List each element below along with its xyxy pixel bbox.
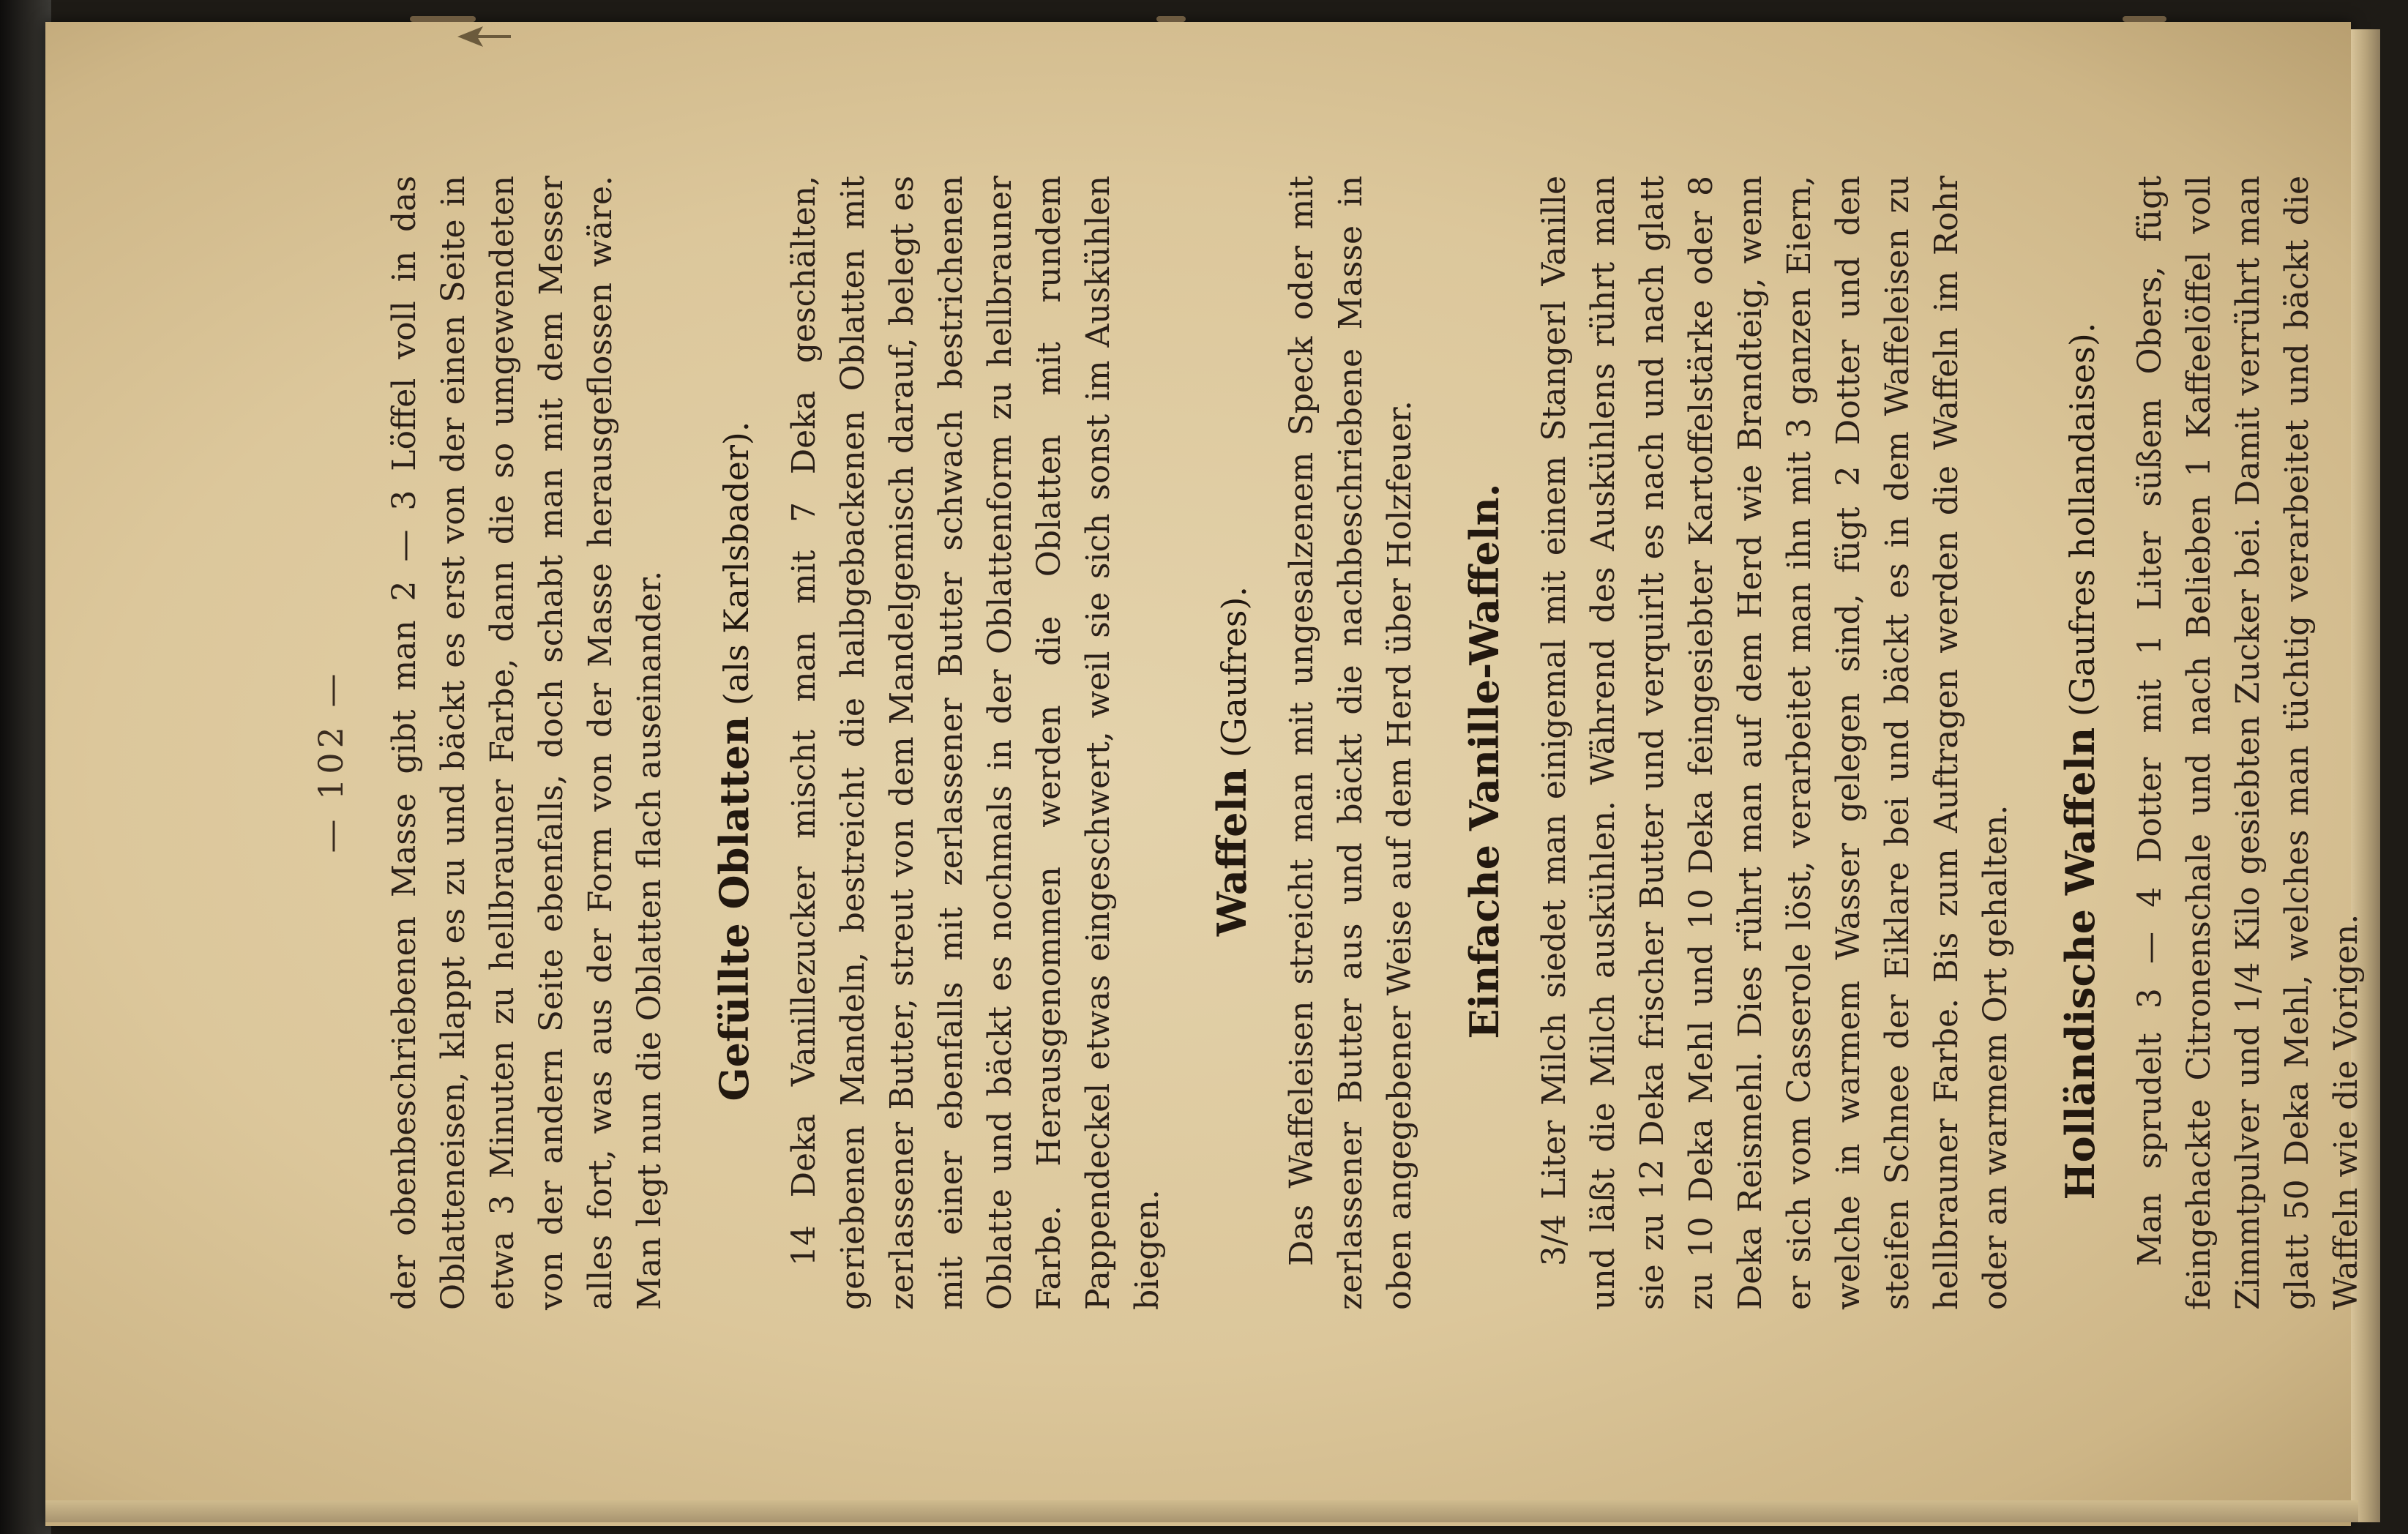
section-heading-title: Waffeln <box>1208 768 1255 937</box>
recipe-paragraph: Das Waffeleisen streicht man mit ungesalzenem Speck oder mit zerlassener Butter aus und bäckt die nachbeschriebene Masse in oben angegebener Weise auf dem Herd über Holzfeuer. <box>1283 176 1418 1310</box>
section-heading <box>1208 66 1255 1456</box>
section-heading-title: Holländische Waffeln <box>2057 727 2104 1200</box>
recipe-paragraph: der obenbeschriebenen Masse gibt man 2 — 3 Löffel voll in das Oblatteneisen, klappt es zu und bäckt es erst von der einen Seite in etwa 3 Minuten zu hellbrauner Farbe, dann die so umgewendeten von der andern Seite ebenfalls, doch schabt man mit dem Messer alles fort, was aus der Form von der Masse herausgeflossen wäre. Man legt nun die Oblatten flach auseinander. <box>386 176 668 1310</box>
section-heading <box>711 66 758 1456</box>
page-number: — 102 — <box>311 669 351 853</box>
book-cover-edge <box>0 0 51 1534</box>
recipe-paragraph: Man sprudelt 3 — 4 Dotter mit 1 Liter süßem Obers, fügt feingehackte Citronenschale und nach Belieben 1 Kaffeelöffel voll Zimmtpulver und 1/4 Kilo gesiebten Zucker bei. Damit verrührt man glatt 50 Deka Mehl, welches man tüchtig verarbeitet und bäckt die Waffeln wie die Vorigen. <box>2131 176 2365 1310</box>
binding-thread-mark <box>1156 16 1186 22</box>
section-heading-subtitle: (als Karlsbader). <box>717 421 756 717</box>
recipe-paragraph: 14 Deka Vanillezucker mischt man mit 7 Deka geschälten, geriebenen Mandeln, bestreicht die halbgebackenen Oblatten mit zerlassener Butter, streut von dem Mandelgemisch darauf, belegt es mit einer ebenfalls mit zerlassener Butter schwach bestrichenen Oblatte und bäckt es nochmals in der Oblattenform zu hellbrauner Farbe. Herausgenommen werden die Oblatten mit rundem Pappendeckel etwas eingeschwert, weil sie sich sonst im Auskühlen biegen. <box>785 176 1166 1310</box>
page-stack-edge-bottom <box>45 1500 2358 1522</box>
section-heading-title: Gefüllte Oblatten <box>711 716 758 1101</box>
recipe-paragraph: 3/4 Liter Milch siedet man einigemal mit einem Stangerl Vanille und läßt die Milch auskühlen. Während des Auskühlens rührt man sie zu 12 Deka frischer Butter und verquirlt es nach und nach glatt zu 10 Deka Mehl und 10 Deka feingesiebter Kartoffelstärke oder 8 Deka Reismehl. Dies rührt man auf dem Herd wie Brandteig, wenn er sich vom Casserole löst, verarbeitet man ihn mit 3 ganzen Eiern, welche in warmem Wasser gelegen sind, fügt 2 Dotter und den steifen Schnee der Eiklare bei und bäckt es in dem Waffeleisen zu hellbrauner Farbe. Bis zum Auftragen werden die Waffeln im Rohr oder an warmem Ort gehalten. <box>1536 176 2014 1310</box>
binding-thread-mark <box>410 16 476 22</box>
section-heading-subtitle: (Gaufres hollandaises). <box>2063 322 2102 727</box>
section-heading-subtitle: (Gaufres). <box>1214 585 1254 768</box>
page-text <box>157 66 2365 1456</box>
binding-arrow-mark <box>454 22 512 51</box>
section-heading-title: Einfache Vanille-Waffeln. <box>1461 483 1508 1039</box>
binding-thread-mark <box>2123 16 2166 22</box>
rotated-page-content <box>157 66 2365 1456</box>
section-heading <box>2057 66 2104 1456</box>
text-blocks <box>380 66 2371 1456</box>
section-heading <box>1461 66 1508 1456</box>
